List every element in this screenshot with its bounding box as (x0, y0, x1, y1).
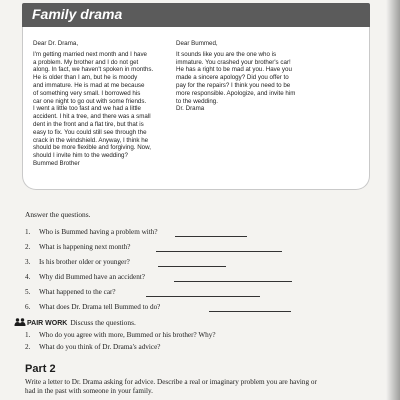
letter-line: accident. I hit a tree, and there was a small (33, 113, 151, 121)
letter-line: easy to fix. You could still see through the (33, 128, 147, 136)
answer-blank[interactable] (209, 311, 291, 312)
part-2-instructions (25, 378, 385, 395)
section-title: Family drama (32, 6, 123, 22)
question-item (25, 303, 160, 311)
question-number: 6. (25, 303, 31, 311)
question-text: What happened to the car? (39, 288, 116, 296)
question-item (25, 258, 130, 266)
discussion-question (25, 343, 160, 351)
pair-work-label: PAIR WORK (27, 320, 68, 327)
questions-instruction: Answer the questions. (25, 210, 91, 219)
question-text: What is happening next month? (39, 243, 131, 251)
letter-line: pay for the repairs? I think you need to be (176, 81, 291, 89)
letter-line: and immature. He is mad at me because (33, 81, 145, 89)
answer-blank[interactable] (156, 251, 282, 252)
pair-work-instruction: Discuss the questions. (70, 318, 136, 327)
two-people-icon (14, 318, 26, 326)
question-item (25, 273, 145, 281)
letter-signature: Dr. Drama (176, 105, 205, 113)
question-number: 3. (25, 258, 31, 266)
question-number: 1. (25, 228, 31, 236)
pair-work-heading (14, 318, 136, 327)
letter-from-bummed (33, 40, 173, 168)
section-header (22, 3, 370, 27)
answer-blank[interactable] (158, 266, 226, 267)
letter-line: I went a little too fast and we had a little (33, 105, 142, 113)
letter-line: dent in the front and a flat tire, but that is (33, 120, 144, 128)
letter-line: immature. You crashed your brother's car! (176, 58, 291, 66)
question-text: What does Dr. Drama tell Bummed to do? (39, 303, 161, 311)
part-2-heading: Part 2 (25, 363, 56, 375)
letter-signature: Bummed Brother (33, 159, 80, 167)
letter-line: I'm getting married next month and I have (33, 50, 147, 58)
letter-line: He is older than I am, but he is moody (33, 74, 138, 82)
letter-greeting: Dear Bummed, (176, 40, 218, 47)
question-text: Is his brother older or younger? (39, 258, 130, 266)
letter-line: along. In fact, we haven't spoken in months. (33, 66, 154, 74)
question-number: 1. (25, 331, 31, 339)
answer-blank[interactable] (146, 296, 260, 297)
question-number: 2. (25, 343, 31, 351)
part-2-line: Write a letter to Dr. Drama asking for advice. Describe a real or imaginary problem you are having or (25, 378, 317, 386)
letter-line: He has a right to be mad at you. Have you (176, 66, 292, 74)
letter-line: made a sincere apology? Did you offer to (176, 74, 289, 82)
letter-line: to the wedding. (176, 97, 218, 105)
answer-blank[interactable] (174, 281, 292, 282)
letter-from-dr-drama (176, 40, 326, 113)
question-text: Who do you agree with more, Bummed or his brother? Why? (39, 331, 216, 339)
question-item (25, 228, 158, 236)
question-number: 4. (25, 273, 31, 281)
letter-line: a problem. My brother and I do not get (33, 58, 139, 66)
question-text: What do you think of Dr. Drama's advice? (39, 343, 161, 351)
letter-line: more responsible. Apologize, and invite him (176, 89, 296, 97)
letter-greeting: Dear Dr. Drama, (33, 40, 79, 47)
page-edge-shadow (386, 0, 400, 400)
question-item (25, 243, 130, 251)
letter-line: car one night to go out with some friends. (33, 97, 147, 105)
letter-line: should I invite him to the wedding? (33, 152, 128, 160)
discussion-question (25, 331, 216, 339)
question-text: Who is Bummed having a problem with? (39, 228, 158, 236)
part-2-line: had in the past with someone in your family. (25, 386, 153, 395)
letter-line: It sounds like you are the one who is (176, 50, 277, 58)
letter-line: of something very small. I borrowed his (33, 89, 141, 97)
question-number: 2. (25, 243, 31, 251)
question-item (25, 288, 116, 296)
question-number: 5. (25, 288, 31, 296)
letter-line: should be more flexible and forgiving. Now, (33, 144, 151, 152)
question-text: Why did Bummed have an accident? (39, 273, 145, 281)
letter-line: crack in the windshield. Anyway, I think he (33, 136, 149, 144)
answer-blank[interactable] (175, 236, 247, 237)
